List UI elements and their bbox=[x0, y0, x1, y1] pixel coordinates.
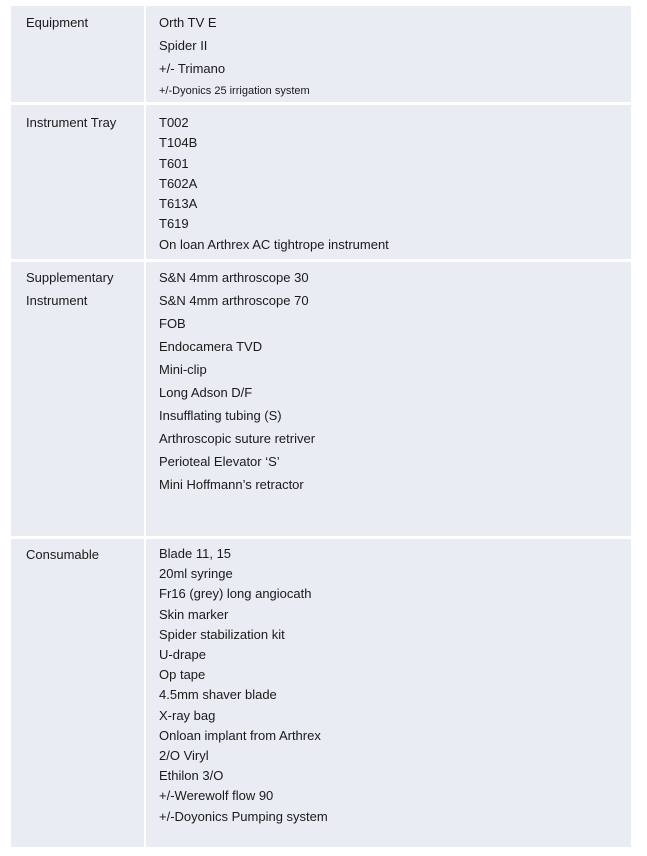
list-item: 20ml syringe bbox=[159, 566, 233, 582]
section-label bbox=[26, 266, 113, 312]
list-item: +/-Dyonics 25 irrigation system bbox=[159, 85, 310, 97]
list-item: Perioteal Elevator ‘S’ bbox=[159, 454, 280, 469]
section-label-line: Supplementary bbox=[26, 270, 114, 285]
list-item: Mini-clip bbox=[159, 362, 207, 377]
list-item: T619 bbox=[159, 216, 189, 232]
list-item: Long Adson D/F bbox=[159, 385, 253, 400]
list-item: Fr16 (grey) long angiocath bbox=[159, 586, 312, 602]
item-list bbox=[159, 544, 328, 827]
item-list bbox=[159, 266, 315, 496]
list-item: Insufflating tubing (S) bbox=[159, 408, 282, 423]
list-item: +/-Werewolf flow 90 bbox=[159, 788, 274, 804]
list-item: Blade 11, 15 bbox=[159, 546, 232, 561]
section-items-cell bbox=[146, 539, 631, 847]
list-item: FOB bbox=[159, 316, 186, 331]
list-item: U-drape bbox=[159, 647, 206, 663]
table-row-supplementary-instrument bbox=[11, 262, 631, 536]
item-list bbox=[159, 113, 389, 255]
list-item: 2/O Viryl bbox=[159, 748, 209, 764]
section-label-line: Instrument bbox=[26, 293, 88, 308]
section-items-cell bbox=[146, 6, 631, 102]
list-item: Ethilon 3/O bbox=[159, 768, 224, 784]
section-label-cell bbox=[11, 6, 144, 102]
list-item: +/-Doyonics Pumping system bbox=[159, 808, 328, 824]
list-item: Skin marker bbox=[159, 606, 229, 622]
list-item: S&N 4mm arthroscope 30 bbox=[159, 270, 309, 285]
section-label: Consumable bbox=[26, 547, 99, 562]
list-item: Spider stabilization kit bbox=[159, 626, 285, 642]
section-items-cell bbox=[146, 262, 631, 536]
list-item: On loan Arthrex AC tightrope instrument bbox=[159, 236, 389, 252]
list-item: T104B bbox=[159, 135, 198, 151]
section-label: Instrument Tray bbox=[26, 115, 117, 130]
list-item: Mini Hoffmann’s retractor bbox=[159, 477, 304, 492]
list-item: X-ray bag bbox=[159, 707, 216, 723]
section-label-cell bbox=[11, 262, 144, 536]
list-item: T613A bbox=[159, 196, 198, 212]
section-items-cell bbox=[146, 105, 631, 259]
list-item: S&N 4mm arthroscope 70 bbox=[159, 293, 309, 308]
list-item: T601 bbox=[159, 155, 189, 171]
list-item: Arthroscopic suture retriver bbox=[159, 431, 316, 446]
list-item: Onloan implant from Arthrex bbox=[159, 727, 321, 743]
list-item: 4.5mm shaver blade bbox=[159, 687, 277, 703]
list-item: +/- Trimano bbox=[159, 61, 226, 76]
list-item: T602A bbox=[159, 175, 198, 191]
section-label: Equipment bbox=[26, 15, 89, 30]
table-row-consumable bbox=[11, 539, 631, 847]
section-label-cell bbox=[11, 539, 144, 847]
section-label-cell bbox=[11, 105, 144, 259]
list-item: Orth TV E bbox=[159, 15, 217, 30]
list-item: Op tape bbox=[159, 667, 206, 683]
item-list bbox=[159, 11, 310, 103]
table-row-equipment bbox=[11, 6, 631, 102]
list-item: Endocamera TVD bbox=[159, 339, 263, 354]
table-row-instrument-tray bbox=[11, 105, 631, 259]
list-item: Spider II bbox=[159, 38, 208, 53]
list-item: T002 bbox=[159, 115, 189, 130]
